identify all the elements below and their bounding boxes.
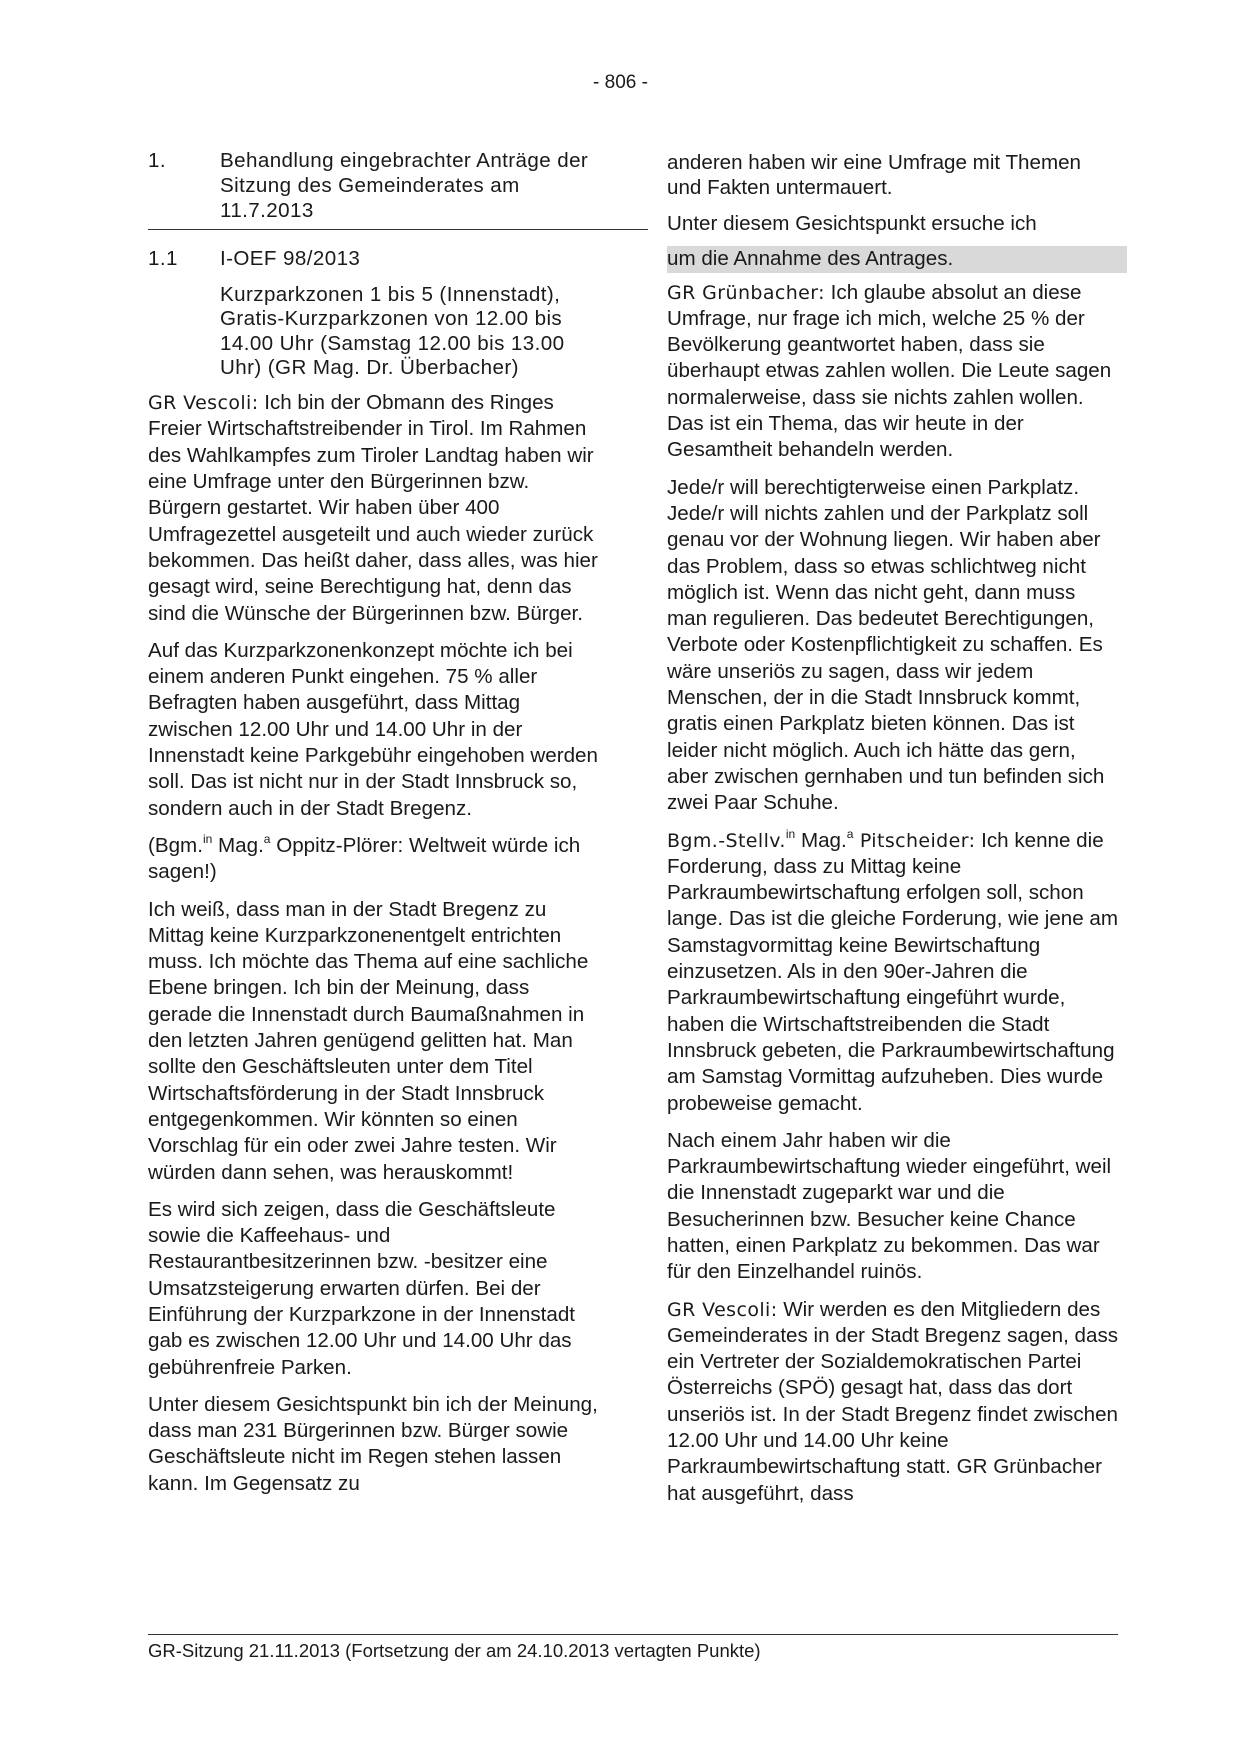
speaker-name: Mag. (795, 828, 847, 852)
agenda-item-1-1-subject: Kurzparkzonen 1 bis 5 (Innenstadt), Gratis-Kurzparkzonen von 12.00 bis 14.00 Uhr (Samstag 12.00 bis 13.00 Uhr) (GR Mag. Dr. Überbacher) (220, 283, 565, 379)
paragraph (667, 280, 1119, 464)
speaker-name: GR Vescoli: (148, 392, 259, 415)
interjection-title: (Bgm. (148, 833, 203, 857)
footer-divider (148, 1634, 1118, 1635)
interjection (148, 833, 598, 886)
footer-text: GR-Sitzung 21.11.2013 (Fortsetzung der am 24.10.2013 vertagten Punkte) (148, 1640, 761, 1661)
paragraph-text: Ich bin der Obmann des Ringes Freier Wirtschaftstreibender in Tirol. Im Rahmen des Wahlkampfes zum Tiroler Landtag haben wir eine Umfrage unter den Bürgerinnen bzw. Bürgern gestartet. Wir haben über 400 Umfragezettel ausgeteilt und auch wieder zurück bekommen. Das heißt daher, dass alles, was hier gesagt wird, seine Berechtigung hat, denn das sind die Wünsche der Bürgerinnen bzw. Bürger. (148, 391, 598, 625)
speaker-name: Pitscheider: (853, 829, 976, 852)
speaker-name: GR Vescoli: (667, 1298, 778, 1321)
superscript: in (785, 826, 796, 841)
superscript: a (263, 831, 271, 846)
paragraph: Nach einem Jahr haben wir die Parkraumbewirtschaftung wieder eingeführt, weil die Innenstadt zugeparkt war und die Besucherinnen bzw. Besucher keine Chance hatten, einen Parkplatz zu bekommen. Das war für den Einzelhandel ruinös. (667, 1128, 1112, 1284)
agenda-item-1-number: 1. (148, 149, 166, 172)
paragraph: Ich weiß, dass man in der Stadt Bregenz zu Mittag keine Kurzparkzonenentgelt entrichten muss. Ich möchte das Thema auf eine sachliche Ebene bringen. Ich bin der Meinung, dass gerade die Innenstadt durch Baumaßnahmen in den letzten Jahren genügend gelitten hat. Man sollte den Geschäftsleuten unter dem Titel Wirtschaftsförderung in der Stadt Innsbruck entgegenkommen. Wir könnten so einen Vorschlag für ein oder zwei Jahre testen. Wir würden dann sehen, was herauskommt! (148, 897, 589, 1184)
paragraph (148, 390, 598, 627)
agenda-item-1-1-number: 1.1 (148, 247, 178, 270)
superscript: a (846, 826, 854, 841)
left-column (148, 148, 598, 1508)
agenda-item-1-1-reference: I-OEF 98/2013 (220, 247, 361, 270)
interjection-title: Mag. (212, 833, 264, 857)
highlighted-paragraph (667, 246, 1119, 272)
paragraph: Es wird sich zeigen, dass die Geschäftsleute sowie die Kaffeehaus- und Restaurantbesitzerinnen bzw. -besitzer eine Umsatzsteigerung erwarten dürfen. Bei der Einführung der Kurzparkzone in der Innenstadt gab es zwischen 12.00 Uhr und 14.00 Uhr das gebührenfreie Parken. (148, 1197, 576, 1379)
paragraph-text: Ich glaube absolut an diese Umfrage, nur frage ich mich, welche 25 % der Bevölkerung geantwortet haben, dass sie überhaupt etwas zahlen wollen. Die Leute sagen normalerweise, dass sie nichts zahlen wollen. Das ist ein Thema, das wir heute in der Gesamtheit behandeln werden. (667, 280, 1112, 462)
interjection-text: Oppitz-Plörer: Weltweit würde ich sagen!) (148, 833, 581, 884)
paragraph (667, 1297, 1119, 1507)
paragraph-text: Ich kenne die Forderung, dass zu Mittag keine Parkraumbewirtschaftung erfolgen soll, schon lange. Das ist die gleiche Forderung, wie jene am Samstagvormittag keine Bewirtschaftung einzusetzen. Als in den 90er-Jahren die Parkraumbewirtschaftung eingeführt wurde, haben die Wirtschaftstreibenden die Stadt Innsbruck gebeten, die Parkraumbewirtschaftung am Samstag Vormittag aufzuheben. Dies wurde probeweise gemacht. (667, 828, 1119, 1115)
paragraph: anderen haben wir eine Umfrage mit Themen und Fakten untermauert. (667, 151, 1082, 199)
agenda-item-1-1 (148, 246, 598, 271)
paragraph (667, 828, 1119, 1117)
agenda-item-1-title: Behandlung eingebrachter Anträge der Sitzung des Gemeinderates am 11.7.2013 (220, 149, 589, 222)
paragraph: Unter diesem Gesichtspunkt bin ich der Meinung, dass man 231 Bürgerinnen bzw. Bürger sowie Geschäftsleute nicht im Regen stehen lassen kann. Im Gegensatz zu (148, 1392, 598, 1495)
paragraph-text: Wir werden es den Mitgliedern des Gemeinderates in der Stadt Bregenz sagen, dass ein Vertreter der Sozialdemokratischen Partei Österreichs (SPÖ) gesagt hat, dass das dort unseriös ist. In der Stadt Bregenz findet zwischen 12.00 Uhr und 14.00 Uhr keine Parkraumbewirtschaftung statt. GR Grünbacher hat ausgeführt, dass (667, 1297, 1119, 1505)
paragraph: Jede/r will berechtigterweise einen Parkplatz. Jede/r will nichts zahlen und der Parkplatz soll genau vor der Wohnung liegen. Wir haben aber das Problem, dass so etwas schlichtweg nicht möglich ist. Wenn das nicht geht, dann muss man regulieren. Das bedeutet Berechtigungen, Verbote oder Kostenpflichtigkeit zu schaffen. Es wäre unseriös zu sagen, dass wir jedem Menschen, der in die Stadt Innsbruck kommt, gratis einen Parkplatz bieten können. Das ist leider nicht möglich. Auch ich hätte das gern, aber zwischen gernhaben und tun befinden sich zwei Paar Schuhe. (667, 475, 1105, 815)
paragraph: Auf das Kurzparkzonenkonzept möchte ich bei einem anderen Punkt eingehen. 75 % aller Befragten haben ausgeführt, dass Mittag zwischen 12.00 Uhr und 14.00 Uhr in der Innenstadt keine Parkgebühr eingehoben werden soll. Das ist nicht nur in der Stadt Innsbruck so, sondern auch in der Stadt Bregenz. (148, 638, 598, 820)
right-column (667, 150, 1119, 1518)
page-number: - 806 - (593, 72, 648, 93)
paragraph: Unter diesem Gesichtspunkt ersuche ich (667, 212, 1037, 235)
agenda-item-1 (148, 148, 648, 230)
speaker-name: GR Grünbacher: (667, 281, 825, 304)
speaker-name: Bgm.-Stellv. (667, 829, 786, 852)
superscript: in (202, 831, 213, 846)
highlighted-text: um die Annahme des Antrages. (667, 246, 1127, 272)
